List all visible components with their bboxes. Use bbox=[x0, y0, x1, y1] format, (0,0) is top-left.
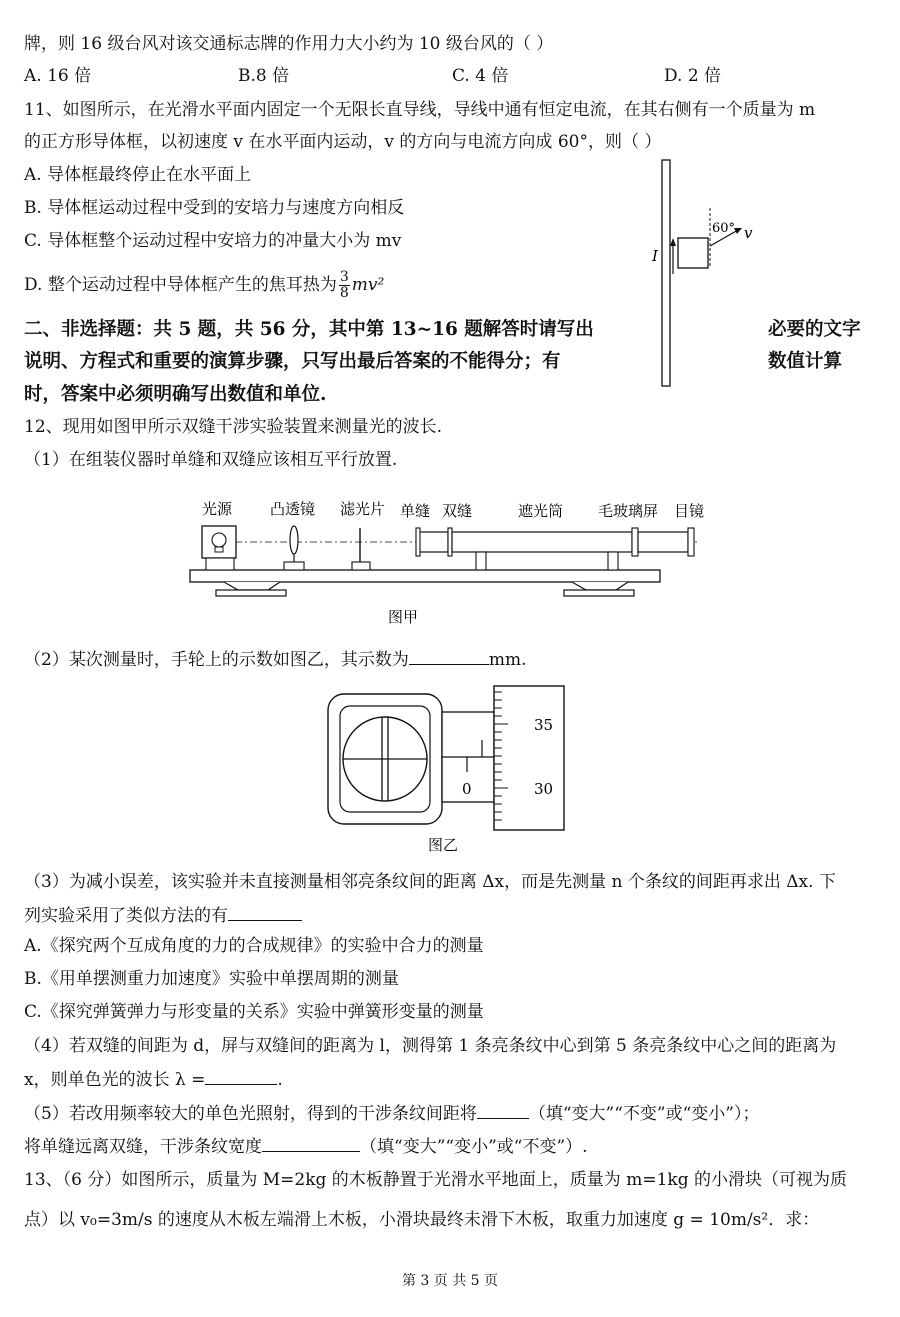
convex-lens-icon bbox=[290, 526, 298, 554]
answer-blank-wavelength[interactable] bbox=[205, 1066, 277, 1085]
section2-line2b: 数值计算 bbox=[768, 351, 843, 372]
answer-blank-similar-method[interactable] bbox=[228, 902, 302, 921]
q12-part3-option-b: B.《用单摆测重力加速度》实验中单摆周期的测量 bbox=[24, 969, 399, 989]
q12-part5-line1-hint: （填“变大”“不变”或“变小”）； bbox=[528, 1104, 760, 1124]
answer-blank-reading[interactable] bbox=[409, 646, 489, 665]
fraction-numerator: 3 bbox=[339, 269, 349, 285]
bulb-icon bbox=[212, 533, 226, 547]
q12-part5-line2 bbox=[24, 1133, 588, 1159]
bench-foot-right bbox=[572, 582, 628, 590]
bulb-base bbox=[215, 547, 223, 552]
angle-label: 60° bbox=[712, 221, 736, 236]
thimble-label-35: 35 bbox=[534, 716, 554, 734]
q10-stem-tail: 牌，则 16 级台风对该交通标志牌的作用力大小约为 10 级台风的（ ） bbox=[24, 34, 554, 54]
q12-part3-option-a: A.《探究两个互成角度的力的合成规律》的实验中合力的测量 bbox=[24, 936, 484, 956]
slit-holder bbox=[418, 532, 448, 552]
bench-foot-left-base bbox=[216, 590, 286, 596]
q11-figure bbox=[640, 158, 770, 388]
q11-option-a: A. 导体框最终停止在水平面上 bbox=[24, 165, 252, 185]
q12-part5-line2-hint: （填“变大”“变小”或“不变”）. bbox=[360, 1137, 588, 1157]
section2-line3: 时，答案中必须明确写出数值和单位. bbox=[24, 384, 327, 405]
q12-part1: （1）在组装仪器时单缝和双缝应该相互平行放置. bbox=[24, 450, 398, 470]
thimble-label-30: 30 bbox=[534, 780, 554, 798]
q10-options bbox=[24, 64, 864, 88]
answer-blank-fringe-width[interactable] bbox=[262, 1133, 360, 1152]
q11-option-d bbox=[24, 270, 384, 301]
wire bbox=[662, 160, 670, 386]
q12-part5-line2-text: 将单缝远离双缝，干涉条纹宽度 bbox=[24, 1137, 262, 1157]
q10-option-c: C. 4 倍 bbox=[452, 66, 509, 86]
q13-line1: 13、（6 分）如图所示，质量为 M=2kg 的木板静置于光滑水平地面上，质量为 m=1kg 的小滑块（可视为质 bbox=[24, 1170, 847, 1190]
screen-ring bbox=[632, 528, 638, 556]
q12-stem: 12、现用如图甲所示双缝干涉实验装置来测量光的波长. bbox=[24, 417, 443, 437]
label-shade-tube: 遮光筒 bbox=[518, 502, 564, 520]
q11-option-d-mv2: mv² bbox=[351, 275, 385, 295]
q11-line2: 的正方形导体框，以初速度 v 在水平面内运动，v 的方向与电流方向成 60°，则（ ） bbox=[24, 132, 662, 152]
label-eyepiece: 目镜 bbox=[674, 502, 705, 520]
current-label: I bbox=[652, 247, 658, 265]
q12-part4-line2 bbox=[24, 1066, 283, 1092]
optical-bench bbox=[190, 570, 660, 582]
velocity-label: v bbox=[744, 224, 753, 242]
measuring-head bbox=[638, 532, 688, 552]
lens-stand bbox=[284, 562, 304, 570]
q12-part2 bbox=[24, 646, 526, 672]
q12-part3-line1: （3）为减小误差，该实验并未直接测量相邻亮条纹间的距离 Δx，而是先测量 n 个条纹的间距再求出 Δx. 下 bbox=[24, 872, 836, 892]
tube-support-right bbox=[608, 552, 618, 570]
section2-line1b: 必要的文字 bbox=[768, 319, 861, 340]
thimble bbox=[494, 686, 564, 830]
light-source-stand bbox=[206, 558, 234, 570]
tube-support-left bbox=[476, 552, 486, 570]
label-ground-glass-screen: 毛玻璃屏 bbox=[598, 502, 659, 520]
single-slit-ring bbox=[416, 528, 420, 556]
bench-foot-left bbox=[224, 582, 280, 590]
label-filter: 滤光片 bbox=[340, 500, 386, 518]
current-arrowhead bbox=[670, 238, 676, 246]
q10-option-b: B.8 倍 bbox=[238, 66, 290, 86]
label-single-slit: 单缝 bbox=[400, 502, 431, 520]
square-frame bbox=[678, 238, 708, 268]
fraction-denominator: 8 bbox=[339, 285, 349, 301]
bench-foot-right-base bbox=[564, 590, 634, 596]
q12-part2-text: （2）某次测量时，手轮上的示数如图乙，其示数为 bbox=[24, 650, 409, 670]
q11-option-c: C. 导体框整个运动过程中安培力的冲量大小为 mv bbox=[24, 231, 402, 251]
q11-line1: 11、如图所示，在光滑水平面内固定一个无限长直导线，导线中通有恒定电流，在其右侧有一个质量为 m bbox=[24, 100, 816, 120]
page-footer: 第 3 页 共 5 页 bbox=[401, 1273, 499, 1289]
figure-jia-caption: 图甲 bbox=[388, 608, 419, 626]
q12-part3-line2-text: 列实验采用了类似方法的有 bbox=[24, 906, 228, 926]
q12-part4-line1: （4）若双缝的间距为 d，屏与双缝间的距离为 l，测得第 1 条亮条纹中心到第 5 条亮条纹中心之间的距离为 bbox=[24, 1036, 837, 1056]
q12-part5-line1 bbox=[24, 1100, 759, 1126]
q12-part3-option-c: C.《探究弹簧弹力与形变量的关系》实验中弹簧形变量的测量 bbox=[24, 1002, 484, 1022]
q10-option-a: A. 16 倍 bbox=[24, 66, 92, 86]
answer-blank-fringe-spacing[interactable] bbox=[477, 1100, 529, 1119]
section2-line2a: 说明、方程式和重要的演算步骤，只写出最后答案的不能得分；有 bbox=[24, 351, 561, 372]
label-convex-lens: 凸透镜 bbox=[270, 500, 316, 518]
figure-yi-caption: 图乙 bbox=[428, 836, 459, 854]
q11-option-d-text: D. 整个运动过程中导体框产生的焦耳热为 bbox=[24, 275, 337, 295]
q12-part4-line2-text: x，则单色光的波长 λ = bbox=[24, 1070, 206, 1090]
shade-tube bbox=[452, 532, 632, 552]
q12-part2-unit: mm. bbox=[488, 650, 527, 670]
main-scale-label: 0 bbox=[462, 780, 472, 798]
figure-yi bbox=[322, 682, 602, 858]
q11-option-b: B. 导体框运动过程中受到的安培力与速度方向相反 bbox=[24, 198, 405, 218]
q10-option-d: D. 2 倍 bbox=[664, 66, 722, 86]
q12-part3-line2 bbox=[24, 902, 302, 928]
q12-part5-line1-text: （5）若改用频率较大的单色光照射，得到的干涉条纹间距将 bbox=[24, 1104, 477, 1124]
label-light-source: 光源 bbox=[202, 500, 233, 518]
label-double-slit: 双缝 bbox=[442, 502, 473, 520]
eyepiece-icon bbox=[688, 528, 694, 556]
double-slit-ring bbox=[448, 528, 452, 556]
q11-fraction bbox=[339, 270, 350, 301]
q13-line2: 点）以 v₀=3m/s 的速度从木板左端滑上木板，小滑块最终未滑下木板，取重力加速度 g = 10m/s²．求： bbox=[24, 1210, 820, 1230]
q12-part4-period: . bbox=[277, 1070, 283, 1090]
figure-jia bbox=[180, 492, 720, 632]
filter-stand bbox=[352, 562, 370, 570]
section2-line1a: 二、非选择题：共 5 题，共 56 分，其中第 13~16 题解答时请写出 bbox=[24, 319, 594, 340]
